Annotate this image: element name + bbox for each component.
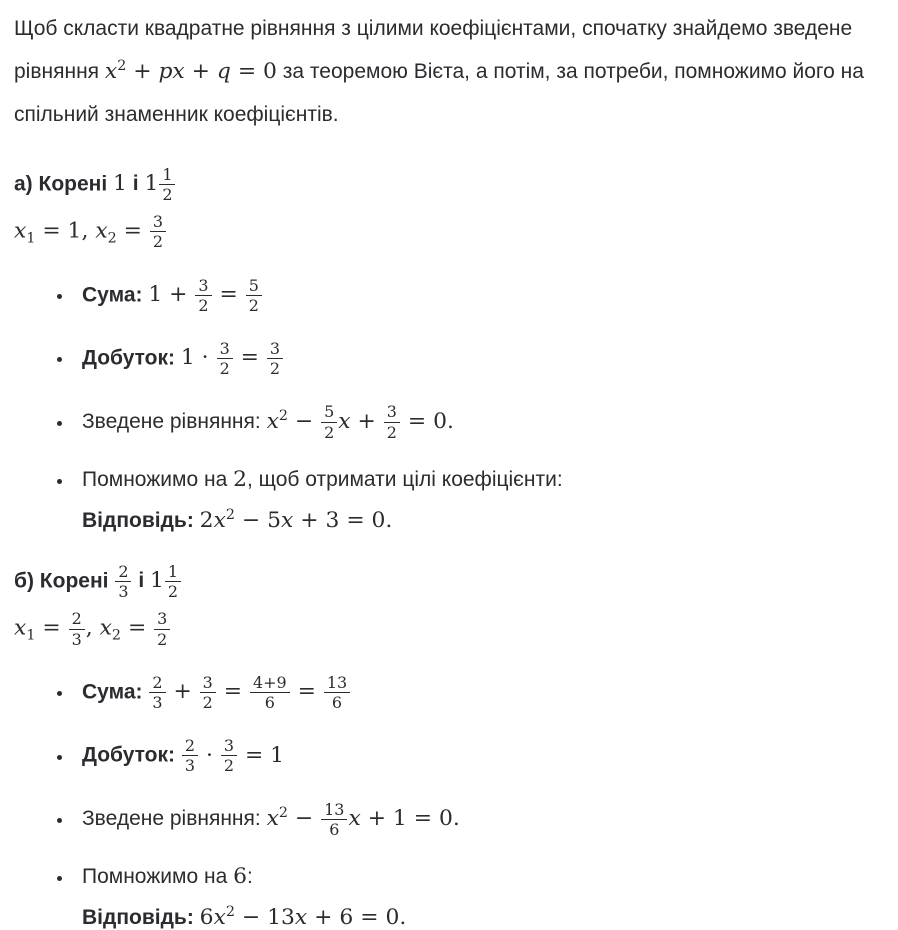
section-b-heading-math: $\frac{2}{3}$ і 1 $\frac{1}{2}$ xyxy=(114,569,182,592)
section-a xyxy=(14,166,882,533)
section-b xyxy=(14,563,882,930)
product-label: Добуток: xyxy=(82,743,176,767)
multiply-line: • Помножимо на 2, щоб отримати цілі коефіцієнти: xyxy=(82,466,563,492)
multiply-line: • Помножимо на 6: xyxy=(82,864,253,890)
bullet-reduced-equation xyxy=(74,403,882,440)
sum-label: Сума: xyxy=(82,282,143,306)
intro-paragraph: Щоб скласти квадратне рівняння з цілими коефіцієнтами, спочатку знайдемо зведене рівняння $x^2$ + px + q = 0 за теоремою Вієта, а потім, за потреби, помножимо його на спільний знаменник коефіцієнтів. xyxy=(14,17,864,126)
bullet-multiply xyxy=(74,467,882,533)
bullet-multiply xyxy=(74,864,882,930)
answer-label: Відповідь: xyxy=(82,906,194,930)
sum-math: 1 + $\frac{3}{2}$ = $\frac{5}{2}$ xyxy=(148,283,263,306)
reduced-equation-math: Зведене рівняння: $x^2$ − $\frac{5}{2}$ x + $\frac{3}{2}$ = 0. xyxy=(82,402,454,442)
section-b-heading xyxy=(14,563,882,600)
bullet-sum xyxy=(74,277,882,314)
bullet-reduced-equation xyxy=(74,801,882,838)
sum-math: $\frac{2}{3}$ + $\frac{3}{2}$ = $\frac{4+9}{6}$ = $\frac{13}{6}$ xyxy=(148,680,351,703)
sum-label: Сума: xyxy=(82,680,143,704)
section-a-roots-line: $x_1 = 1$, $x_2$ = $\frac{3}{2}$ xyxy=(14,213,882,250)
answer-label: Відповідь: xyxy=(82,508,194,532)
section-b-roots-line: $x_1$ = $\frac{2}{3}$ , $x_2$ = $\frac{3}{2}$ xyxy=(14,610,882,647)
answer-line xyxy=(82,508,882,533)
section-b-bullet-list xyxy=(14,674,882,930)
bullet-sum xyxy=(74,674,882,711)
section-b-heading-label: б) Корені xyxy=(14,569,109,593)
product-math: 1 · $\frac{3}{2}$ = $\frac{3}{2}$ xyxy=(181,346,284,369)
reduced-equation-math: Зведене рівняння: $x^2$ − $\frac{13}{6}$ x + 1 = 0. xyxy=(82,799,460,839)
product-label: Добуток: xyxy=(82,346,176,370)
bullet-product xyxy=(74,340,882,377)
answer-math: $2x^2 - 5x + 3 = 0$. xyxy=(199,506,393,533)
section-a-bullet-list xyxy=(14,277,882,533)
section-a-heading-label: а) Корені xyxy=(14,172,108,196)
section-a-heading-math: 1 і 1 $\frac{1}{2}$ xyxy=(113,172,176,195)
section-a-heading xyxy=(14,166,882,203)
bullet-product xyxy=(74,737,882,774)
answer-line xyxy=(82,905,882,930)
product-math: $\frac{2}{3}$ · $\frac{3}{2}$ = 1 xyxy=(181,744,284,767)
answer-math: $6x^2 - 13x + 6 = 0$. xyxy=(199,904,407,930)
